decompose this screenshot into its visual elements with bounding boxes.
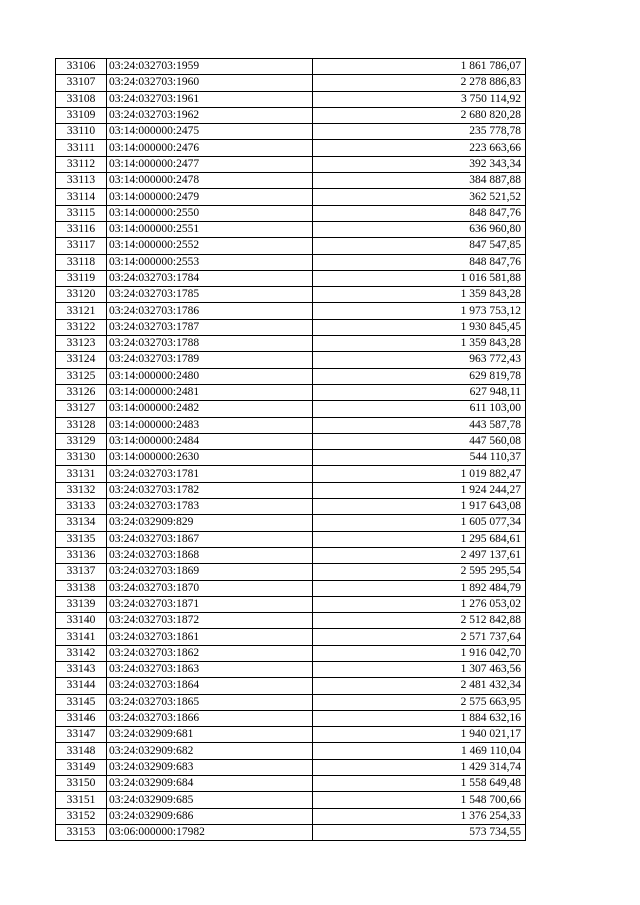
table-row — [56, 661, 526, 677]
table-row — [56, 596, 526, 612]
cadastral-value-cell: 362 521,52 — [313, 189, 526, 205]
row-number-cell: 33132 — [56, 482, 107, 498]
row-number-cell: 33126 — [56, 384, 107, 400]
table-row — [56, 91, 526, 107]
row-number-cell: 33143 — [56, 661, 107, 677]
cadastral-value-cell: 1 295 684,61 — [313, 531, 526, 547]
cadastral-value-cell: 235 778,78 — [313, 124, 526, 140]
cadastral-value-cell: 636 960,80 — [313, 221, 526, 237]
cadastral-number-cell: 03:14:000000:2477 — [107, 156, 313, 172]
cadastral-number-cell: 03:24:032703:1789 — [107, 352, 313, 368]
table-body — [56, 59, 526, 841]
table-row — [56, 238, 526, 254]
row-number-cell: 33110 — [56, 124, 107, 140]
row-number-cell: 33129 — [56, 433, 107, 449]
table-row — [56, 124, 526, 140]
row-number-cell: 33127 — [56, 401, 107, 417]
cadastral-value-cell: 384 887,88 — [313, 173, 526, 189]
row-number-cell: 33118 — [56, 254, 107, 270]
cadastral-value-cell: 1 924 244,27 — [313, 482, 526, 498]
row-number-cell: 33109 — [56, 107, 107, 123]
row-number-cell: 33142 — [56, 645, 107, 661]
row-number-cell: 33117 — [56, 238, 107, 254]
cadastral-value-cell: 1 861 786,07 — [313, 59, 526, 75]
cadastral-value-cell: 1 359 843,28 — [313, 336, 526, 352]
cadastral-number-cell: 03:24:032703:1785 — [107, 287, 313, 303]
cadastral-value-cell: 611 103,00 — [313, 401, 526, 417]
cadastral-value-cell: 447 560,08 — [313, 433, 526, 449]
cadastral-number-cell: 03:24:032703:1782 — [107, 482, 313, 498]
cadastral-value-cell: 848 847,76 — [313, 205, 526, 221]
row-number-cell: 33119 — [56, 270, 107, 286]
cadastral-value-cell: 1 884 632,16 — [313, 710, 526, 726]
row-number-cell: 33151 — [56, 792, 107, 808]
row-number-cell: 33140 — [56, 613, 107, 629]
table-row — [56, 531, 526, 547]
row-number-cell: 33150 — [56, 776, 107, 792]
cadastral-value-cell: 2 512 842,88 — [313, 613, 526, 629]
row-number-cell: 33122 — [56, 319, 107, 335]
table-row — [56, 466, 526, 482]
table-row — [56, 336, 526, 352]
row-number-cell: 33125 — [56, 368, 107, 384]
cadastral-value-cell: 223 663,66 — [313, 140, 526, 156]
table-row — [56, 645, 526, 661]
cadastral-number-cell: 03:24:032703:1959 — [107, 59, 313, 75]
table-row — [56, 515, 526, 531]
row-number-cell: 33111 — [56, 140, 107, 156]
row-number-cell: 33124 — [56, 352, 107, 368]
table-row — [56, 59, 526, 75]
cadastral-number-cell: 03:14:000000:2483 — [107, 417, 313, 433]
cadastral-value-cell: 1 916 042,70 — [313, 645, 526, 661]
row-number-cell: 33147 — [56, 727, 107, 743]
table-row — [56, 482, 526, 498]
row-number-cell: 33144 — [56, 678, 107, 694]
cadastral-number-cell: 03:24:032703:1861 — [107, 629, 313, 645]
cadastral-number-cell: 03:14:000000:2478 — [107, 173, 313, 189]
cadastral-value-cell: 544 110,37 — [313, 450, 526, 466]
table-row — [56, 107, 526, 123]
table-row — [56, 319, 526, 335]
cadastral-value-cell: 2 278 886,83 — [313, 75, 526, 91]
cadastral-value-cell: 573 734,55 — [313, 824, 526, 840]
table-row — [56, 303, 526, 319]
cadastral-number-cell: 03:24:032909:686 — [107, 808, 313, 824]
cadastral-value-cell: 2 575 663,95 — [313, 694, 526, 710]
cadastral-number-cell: 03:24:032703:1867 — [107, 531, 313, 547]
row-number-cell: 33115 — [56, 205, 107, 221]
cadastral-value-cell: 1 558 649,48 — [313, 776, 526, 792]
table-row — [56, 450, 526, 466]
row-number-cell: 33141 — [56, 629, 107, 645]
row-number-cell: 33123 — [56, 336, 107, 352]
table-row — [56, 254, 526, 270]
row-number-cell: 33107 — [56, 75, 107, 91]
cadastral-value-cell: 1 605 077,34 — [313, 515, 526, 531]
cadastral-number-cell: 03:24:032703:1784 — [107, 270, 313, 286]
table-row — [56, 433, 526, 449]
cadastral-number-cell: 03:14:000000:2479 — [107, 189, 313, 205]
cadastral-value-cell: 2 680 820,28 — [313, 107, 526, 123]
cadastral-value-cell: 1 930 845,45 — [313, 319, 526, 335]
cadastral-number-cell: 03:24:032703:1869 — [107, 564, 313, 580]
cadastral-value-cell: 1 940 021,17 — [313, 727, 526, 743]
cadastral-number-cell: 03:24:032703:1960 — [107, 75, 313, 91]
row-number-cell: 33128 — [56, 417, 107, 433]
cadastral-value-cell: 1 469 110,04 — [313, 743, 526, 759]
cadastral-value-cell: 2 595 295,54 — [313, 564, 526, 580]
cadastral-number-cell: 03:24:032703:1871 — [107, 596, 313, 612]
cadastral-value-cell: 1 892 484,79 — [313, 580, 526, 596]
table-row — [56, 613, 526, 629]
cadastral-number-cell: 03:14:000000:2553 — [107, 254, 313, 270]
table-row — [56, 580, 526, 596]
cadastral-number-cell: 03:06:000000:17982 — [107, 824, 313, 840]
cadastral-number-cell: 03:24:032909:683 — [107, 759, 313, 775]
cadastral-number-cell: 03:14:000000:2484 — [107, 433, 313, 449]
table-row — [56, 75, 526, 91]
cadastral-value-cell: 1 917 643,08 — [313, 499, 526, 515]
cadastral-value-cell: 2 571 737,64 — [313, 629, 526, 645]
row-number-cell: 33135 — [56, 531, 107, 547]
table-row — [56, 499, 526, 515]
cadastral-number-cell: 03:24:032909:682 — [107, 743, 313, 759]
row-number-cell: 33108 — [56, 91, 107, 107]
table-row — [56, 547, 526, 563]
row-number-cell: 33137 — [56, 564, 107, 580]
row-number-cell: 33149 — [56, 759, 107, 775]
table-row — [56, 270, 526, 286]
row-number-cell: 33152 — [56, 808, 107, 824]
table-row — [56, 564, 526, 580]
row-number-cell: 33138 — [56, 580, 107, 596]
cadastral-number-cell: 03:14:000000:2551 — [107, 221, 313, 237]
cadastral-number-cell: 03:24:032703:1783 — [107, 499, 313, 515]
table-row — [56, 792, 526, 808]
table-row — [56, 678, 526, 694]
table-row — [56, 189, 526, 205]
cadastral-value-cell: 629 819,78 — [313, 368, 526, 384]
row-number-cell: 33116 — [56, 221, 107, 237]
cadastral-number-cell: 03:14:000000:2475 — [107, 124, 313, 140]
row-number-cell: 33130 — [56, 450, 107, 466]
cadastral-value-cell: 1 019 882,47 — [313, 466, 526, 482]
row-number-cell: 33114 — [56, 189, 107, 205]
table-row — [56, 368, 526, 384]
cadastral-number-cell: 03:24:032703:1961 — [107, 91, 313, 107]
cadastral-number-cell: 03:24:032703:1868 — [107, 547, 313, 563]
cadastral-value-cell: 1 548 700,66 — [313, 792, 526, 808]
cadastral-number-cell: 03:14:000000:2482 — [107, 401, 313, 417]
row-number-cell: 33145 — [56, 694, 107, 710]
table-row — [56, 401, 526, 417]
cadastral-number-cell: 03:24:032703:1962 — [107, 107, 313, 123]
row-number-cell: 33134 — [56, 515, 107, 531]
cadastral-number-cell: 03:24:032703:1863 — [107, 661, 313, 677]
cadastral-number-cell: 03:24:032703:1781 — [107, 466, 313, 482]
table-row — [56, 417, 526, 433]
row-number-cell: 33106 — [56, 59, 107, 75]
table-row — [56, 776, 526, 792]
row-number-cell: 33148 — [56, 743, 107, 759]
cadastral-number-cell: 03:24:032703:1872 — [107, 613, 313, 629]
cadastral-number-cell: 03:24:032703:1788 — [107, 336, 313, 352]
row-number-cell: 33139 — [56, 596, 107, 612]
cadastral-value-cell: 2 497 137,61 — [313, 547, 526, 563]
row-number-cell: 33121 — [56, 303, 107, 319]
cadastral-value-cell: 2 481 432,34 — [313, 678, 526, 694]
cadastral-number-cell: 03:24:032703:1864 — [107, 678, 313, 694]
cadastral-number-cell: 03:14:000000:2481 — [107, 384, 313, 400]
table-row — [56, 727, 526, 743]
cadastral-number-cell: 03:14:000000:2550 — [107, 205, 313, 221]
cadastral-value-cell: 443 587,78 — [313, 417, 526, 433]
table-row — [56, 140, 526, 156]
cadastral-number-cell: 03:24:032703:1787 — [107, 319, 313, 335]
cadastral-value-cell: 1 016 581,88 — [313, 270, 526, 286]
cadastral-value-cell: 1 276 053,02 — [313, 596, 526, 612]
table-row — [56, 808, 526, 824]
cadastral-number-cell: 03:24:032909:684 — [107, 776, 313, 792]
row-number-cell: 33120 — [56, 287, 107, 303]
row-number-cell: 33153 — [56, 824, 107, 840]
cadastral-value-cell: 1 973 753,12 — [313, 303, 526, 319]
cadastral-value-cell: 392 343,34 — [313, 156, 526, 172]
table-row — [56, 694, 526, 710]
cadastral-value-cell: 1 307 463,56 — [313, 661, 526, 677]
cadastral-value-cell: 3 750 114,92 — [313, 91, 526, 107]
cadastral-number-cell: 03:14:000000:2552 — [107, 238, 313, 254]
cadastral-number-cell: 03:24:032909:829 — [107, 515, 313, 531]
cadastral-value-cell: 627 948,11 — [313, 384, 526, 400]
table-row — [56, 156, 526, 172]
cadastral-value-table — [55, 58, 526, 841]
row-number-cell: 33131 — [56, 466, 107, 482]
table-row — [56, 710, 526, 726]
cadastral-number-cell: 03:24:032703:1866 — [107, 710, 313, 726]
table-row — [56, 629, 526, 645]
cadastral-value-cell: 1 376 254,33 — [313, 808, 526, 824]
cadastral-number-cell: 03:14:000000:2476 — [107, 140, 313, 156]
cadastral-value-cell: 1 359 843,28 — [313, 287, 526, 303]
table-row — [56, 384, 526, 400]
table-row — [56, 743, 526, 759]
cadastral-number-cell: 03:24:032703:1786 — [107, 303, 313, 319]
table-row — [56, 352, 526, 368]
table-row — [56, 287, 526, 303]
table-row — [56, 759, 526, 775]
cadastral-number-cell: 03:24:032909:685 — [107, 792, 313, 808]
cadastral-number-cell: 03:14:000000:2630 — [107, 450, 313, 466]
cadastral-number-cell: 03:24:032703:1862 — [107, 645, 313, 661]
cadastral-number-cell: 03:14:000000:2480 — [107, 368, 313, 384]
cadastral-value-cell: 847 547,85 — [313, 238, 526, 254]
cadastral-value-cell: 1 429 314,74 — [313, 759, 526, 775]
row-number-cell: 33113 — [56, 173, 107, 189]
row-number-cell: 33112 — [56, 156, 107, 172]
table-row — [56, 221, 526, 237]
cadastral-number-cell: 03:24:032703:1870 — [107, 580, 313, 596]
cadastral-number-cell: 03:24:032909:681 — [107, 727, 313, 743]
row-number-cell: 33146 — [56, 710, 107, 726]
row-number-cell: 33136 — [56, 547, 107, 563]
cadastral-value-cell: 848 847,76 — [313, 254, 526, 270]
table-row — [56, 205, 526, 221]
cadastral-value-cell: 963 772,43 — [313, 352, 526, 368]
row-number-cell: 33133 — [56, 499, 107, 515]
table-row — [56, 824, 526, 840]
table-row — [56, 173, 526, 189]
cadastral-number-cell: 03:24:032703:1865 — [107, 694, 313, 710]
